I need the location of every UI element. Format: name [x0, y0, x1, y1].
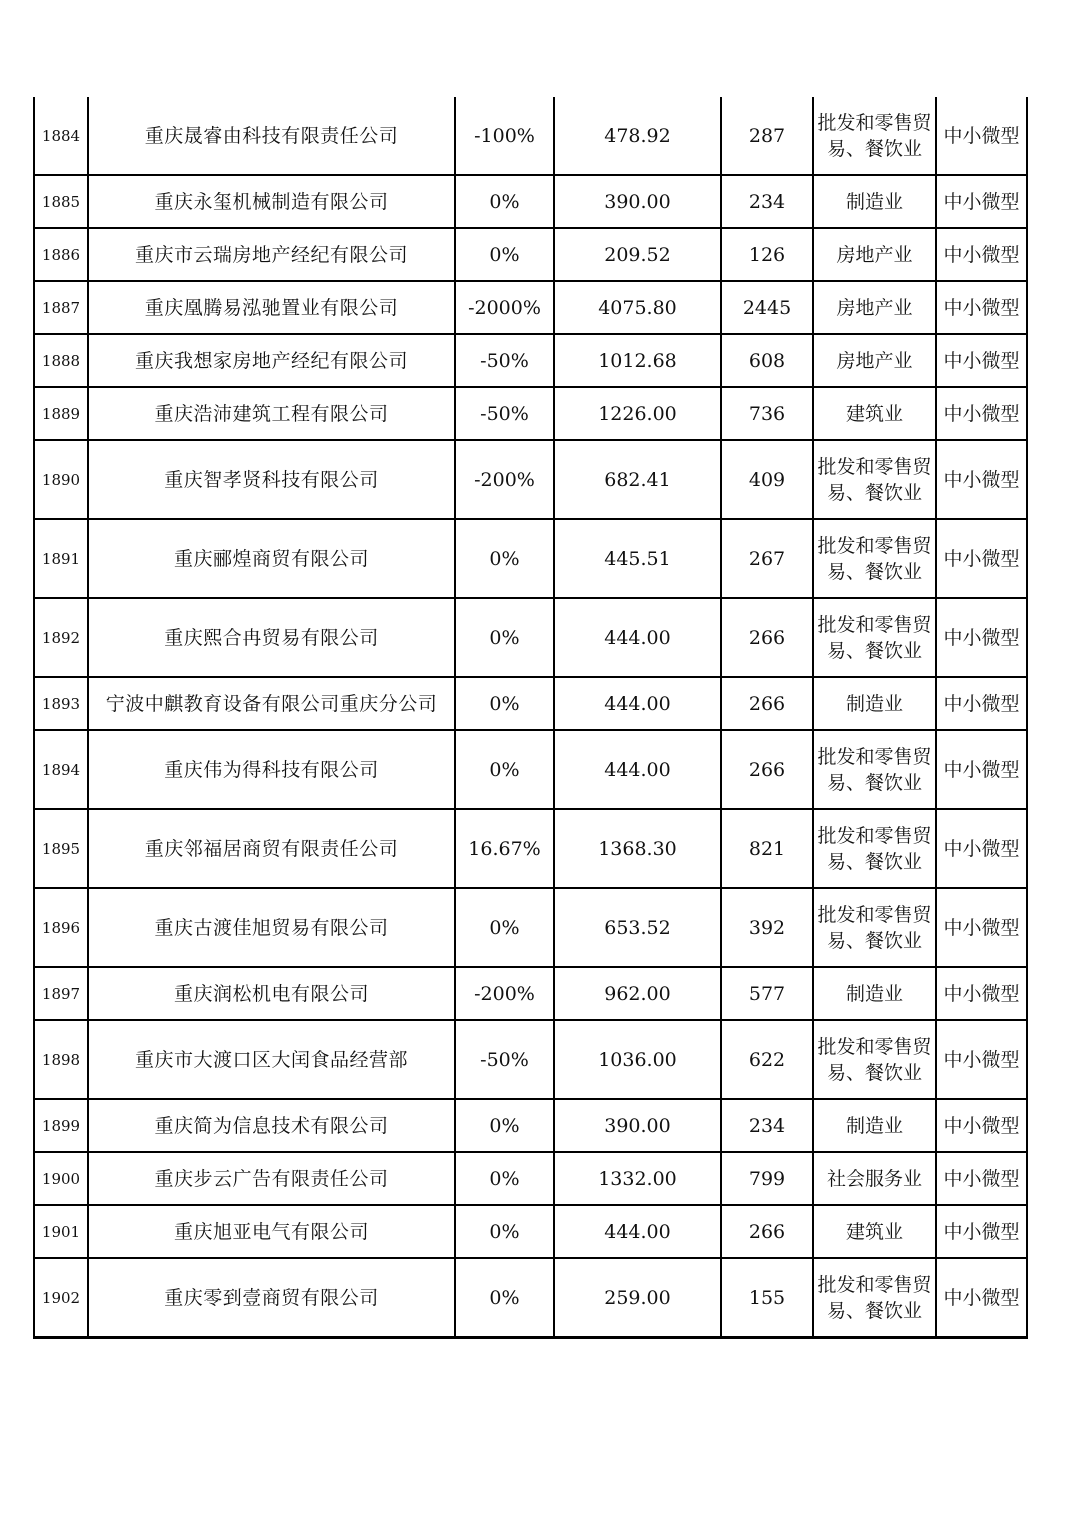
- company-name: 重庆熙合冉贸易有限公司: [88, 598, 455, 677]
- company-name: 重庆简为信息技术有限公司: [88, 1099, 455, 1152]
- count-cell: 234: [721, 175, 813, 228]
- amount-cell: 478.92: [554, 97, 721, 175]
- rate-cell: 0%: [455, 1205, 554, 1258]
- count-cell: 799: [721, 1152, 813, 1205]
- row-number: 1897: [34, 967, 88, 1020]
- company-name: 重庆邻福居商贸有限责任公司: [88, 809, 455, 888]
- amount-cell: 444.00: [554, 598, 721, 677]
- company-name: 重庆郦煌商贸有限公司: [88, 519, 455, 598]
- amount-cell: 444.00: [554, 1205, 721, 1258]
- count-cell: 155: [721, 1258, 813, 1338]
- industry-cell: 房地产业: [813, 281, 936, 334]
- amount-cell: 445.51: [554, 519, 721, 598]
- amount-cell: 1226.00: [554, 387, 721, 440]
- industry-cell: 房地产业: [813, 334, 936, 387]
- size-cell: 中小微型: [936, 677, 1027, 730]
- size-cell: 中小微型: [936, 228, 1027, 281]
- row-number: 1895: [34, 809, 88, 888]
- row-number: 1886: [34, 228, 88, 281]
- row-number: 1901: [34, 1205, 88, 1258]
- table-row: [34, 440, 1027, 519]
- company-name: 重庆伟为得科技有限公司: [88, 730, 455, 809]
- row-number: 1900: [34, 1152, 88, 1205]
- amount-cell: 209.52: [554, 228, 721, 281]
- amount-cell: 259.00: [554, 1258, 721, 1338]
- table-row: [34, 1099, 1027, 1152]
- amount-cell: 653.52: [554, 888, 721, 967]
- industry-cell: 批发和零售贸易、餐饮业: [813, 888, 936, 967]
- count-cell: 821: [721, 809, 813, 888]
- size-cell: 中小微型: [936, 967, 1027, 1020]
- table-row: [34, 387, 1027, 440]
- company-name: 重庆古渡佳旭贸易有限公司: [88, 888, 455, 967]
- rate-cell: -50%: [455, 387, 554, 440]
- count-cell: 266: [721, 677, 813, 730]
- industry-cell: 批发和零售贸易、餐饮业: [813, 809, 936, 888]
- company-table: [33, 97, 1028, 1339]
- amount-cell: 444.00: [554, 730, 721, 809]
- table-row: [34, 1258, 1027, 1338]
- row-number: 1899: [34, 1099, 88, 1152]
- rate-cell: -200%: [455, 440, 554, 519]
- count-cell: 577: [721, 967, 813, 1020]
- count-cell: 126: [721, 228, 813, 281]
- table-row: [34, 809, 1027, 888]
- table-row: [34, 1152, 1027, 1205]
- row-number: 1894: [34, 730, 88, 809]
- size-cell: 中小微型: [936, 519, 1027, 598]
- company-name: 重庆浩沛建筑工程有限公司: [88, 387, 455, 440]
- size-cell: 中小微型: [936, 1152, 1027, 1205]
- row-number: 1892: [34, 598, 88, 677]
- table-row: [34, 97, 1027, 175]
- rate-cell: 0%: [455, 175, 554, 228]
- row-number: 1890: [34, 440, 88, 519]
- rate-cell: 0%: [455, 888, 554, 967]
- size-cell: 中小微型: [936, 1205, 1027, 1258]
- industry-cell: 建筑业: [813, 387, 936, 440]
- amount-cell: 962.00: [554, 967, 721, 1020]
- amount-cell: 682.41: [554, 440, 721, 519]
- table-row: [34, 1205, 1027, 1258]
- industry-cell: 批发和零售贸易、餐饮业: [813, 598, 936, 677]
- table-row: [34, 967, 1027, 1020]
- size-cell: 中小微型: [936, 1258, 1027, 1338]
- size-cell: 中小微型: [936, 888, 1027, 967]
- row-number: 1885: [34, 175, 88, 228]
- row-number: 1902: [34, 1258, 88, 1338]
- count-cell: 267: [721, 519, 813, 598]
- company-name: 宁波中麒教育设备有限公司重庆分公司: [88, 677, 455, 730]
- row-number: 1889: [34, 387, 88, 440]
- industry-cell: 制造业: [813, 967, 936, 1020]
- table-row: [34, 888, 1027, 967]
- industry-cell: 制造业: [813, 677, 936, 730]
- size-cell: 中小微型: [936, 281, 1027, 334]
- amount-cell: 390.00: [554, 1099, 721, 1152]
- rate-cell: 0%: [455, 598, 554, 677]
- rate-cell: -50%: [455, 1020, 554, 1099]
- company-name: 重庆旭亚电气有限公司: [88, 1205, 455, 1258]
- row-number: 1893: [34, 677, 88, 730]
- rate-cell: -2000%: [455, 281, 554, 334]
- company-name: 重庆凰腾易泓驰置业有限公司: [88, 281, 455, 334]
- size-cell: 中小微型: [936, 387, 1027, 440]
- industry-cell: 批发和零售贸易、餐饮业: [813, 1258, 936, 1338]
- table-row: [34, 228, 1027, 281]
- table-row: [34, 519, 1027, 598]
- size-cell: 中小微型: [936, 440, 1027, 519]
- rate-cell: -100%: [455, 97, 554, 175]
- row-number: 1887: [34, 281, 88, 334]
- rate-cell: 0%: [455, 228, 554, 281]
- count-cell: 392: [721, 888, 813, 967]
- rate-cell: 0%: [455, 1258, 554, 1338]
- rate-cell: 0%: [455, 730, 554, 809]
- company-name: 重庆市大渡口区大闰食品经营部: [88, 1020, 455, 1099]
- amount-cell: 4075.80: [554, 281, 721, 334]
- company-name: 重庆市云瑞房地产经纪有限公司: [88, 228, 455, 281]
- industry-cell: 批发和零售贸易、餐饮业: [813, 440, 936, 519]
- rate-cell: -200%: [455, 967, 554, 1020]
- amount-cell: 1368.30: [554, 809, 721, 888]
- size-cell: 中小微型: [936, 598, 1027, 677]
- industry-cell: 批发和零售贸易、餐饮业: [813, 519, 936, 598]
- size-cell: 中小微型: [936, 809, 1027, 888]
- industry-cell: 房地产业: [813, 228, 936, 281]
- size-cell: 中小微型: [936, 97, 1027, 175]
- amount-cell: 1036.00: [554, 1020, 721, 1099]
- table-row: [34, 730, 1027, 809]
- rate-cell: 0%: [455, 1099, 554, 1152]
- size-cell: 中小微型: [936, 334, 1027, 387]
- count-cell: 736: [721, 387, 813, 440]
- count-cell: 622: [721, 1020, 813, 1099]
- count-cell: 266: [721, 1205, 813, 1258]
- count-cell: 287: [721, 97, 813, 175]
- row-number: 1884: [34, 97, 88, 175]
- company-name: 重庆智孝贤科技有限公司: [88, 440, 455, 519]
- count-cell: 2445: [721, 281, 813, 334]
- company-name: 重庆步云广告有限责任公司: [88, 1152, 455, 1205]
- table-row: [34, 281, 1027, 334]
- count-cell: 266: [721, 598, 813, 677]
- size-cell: 中小微型: [936, 1020, 1027, 1099]
- row-number: 1896: [34, 888, 88, 967]
- count-cell: 234: [721, 1099, 813, 1152]
- rate-cell: -50%: [455, 334, 554, 387]
- row-number: 1888: [34, 334, 88, 387]
- table-row: [34, 175, 1027, 228]
- company-name: 重庆晟睿由科技有限责任公司: [88, 97, 455, 175]
- table-row: [34, 598, 1027, 677]
- industry-cell: 建筑业: [813, 1205, 936, 1258]
- table-row: [34, 1020, 1027, 1099]
- count-cell: 409: [721, 440, 813, 519]
- amount-cell: 1332.00: [554, 1152, 721, 1205]
- amount-cell: 390.00: [554, 175, 721, 228]
- industry-cell: 社会服务业: [813, 1152, 936, 1205]
- rate-cell: 0%: [455, 677, 554, 730]
- industry-cell: 批发和零售贸易、餐饮业: [813, 1020, 936, 1099]
- table-row: [34, 677, 1027, 730]
- size-cell: 中小微型: [936, 730, 1027, 809]
- industry-cell: 批发和零售贸易、餐饮业: [813, 730, 936, 809]
- amount-cell: 1012.68: [554, 334, 721, 387]
- industry-cell: 制造业: [813, 175, 936, 228]
- company-name: 重庆润松机电有限公司: [88, 967, 455, 1020]
- rate-cell: 16.67%: [455, 809, 554, 888]
- industry-cell: 制造业: [813, 1099, 936, 1152]
- size-cell: 中小微型: [936, 175, 1027, 228]
- size-cell: 中小微型: [936, 1099, 1027, 1152]
- company-name: 重庆永玺机械制造有限公司: [88, 175, 455, 228]
- row-number: 1891: [34, 519, 88, 598]
- company-name: 重庆我想家房地产经纪有限公司: [88, 334, 455, 387]
- count-cell: 266: [721, 730, 813, 809]
- rate-cell: 0%: [455, 1152, 554, 1205]
- industry-cell: 批发和零售贸易、餐饮业: [813, 97, 936, 175]
- table-row: [34, 334, 1027, 387]
- row-number: 1898: [34, 1020, 88, 1099]
- rate-cell: 0%: [455, 519, 554, 598]
- amount-cell: 444.00: [554, 677, 721, 730]
- company-name: 重庆零到壹商贸有限公司: [88, 1258, 455, 1338]
- count-cell: 608: [721, 334, 813, 387]
